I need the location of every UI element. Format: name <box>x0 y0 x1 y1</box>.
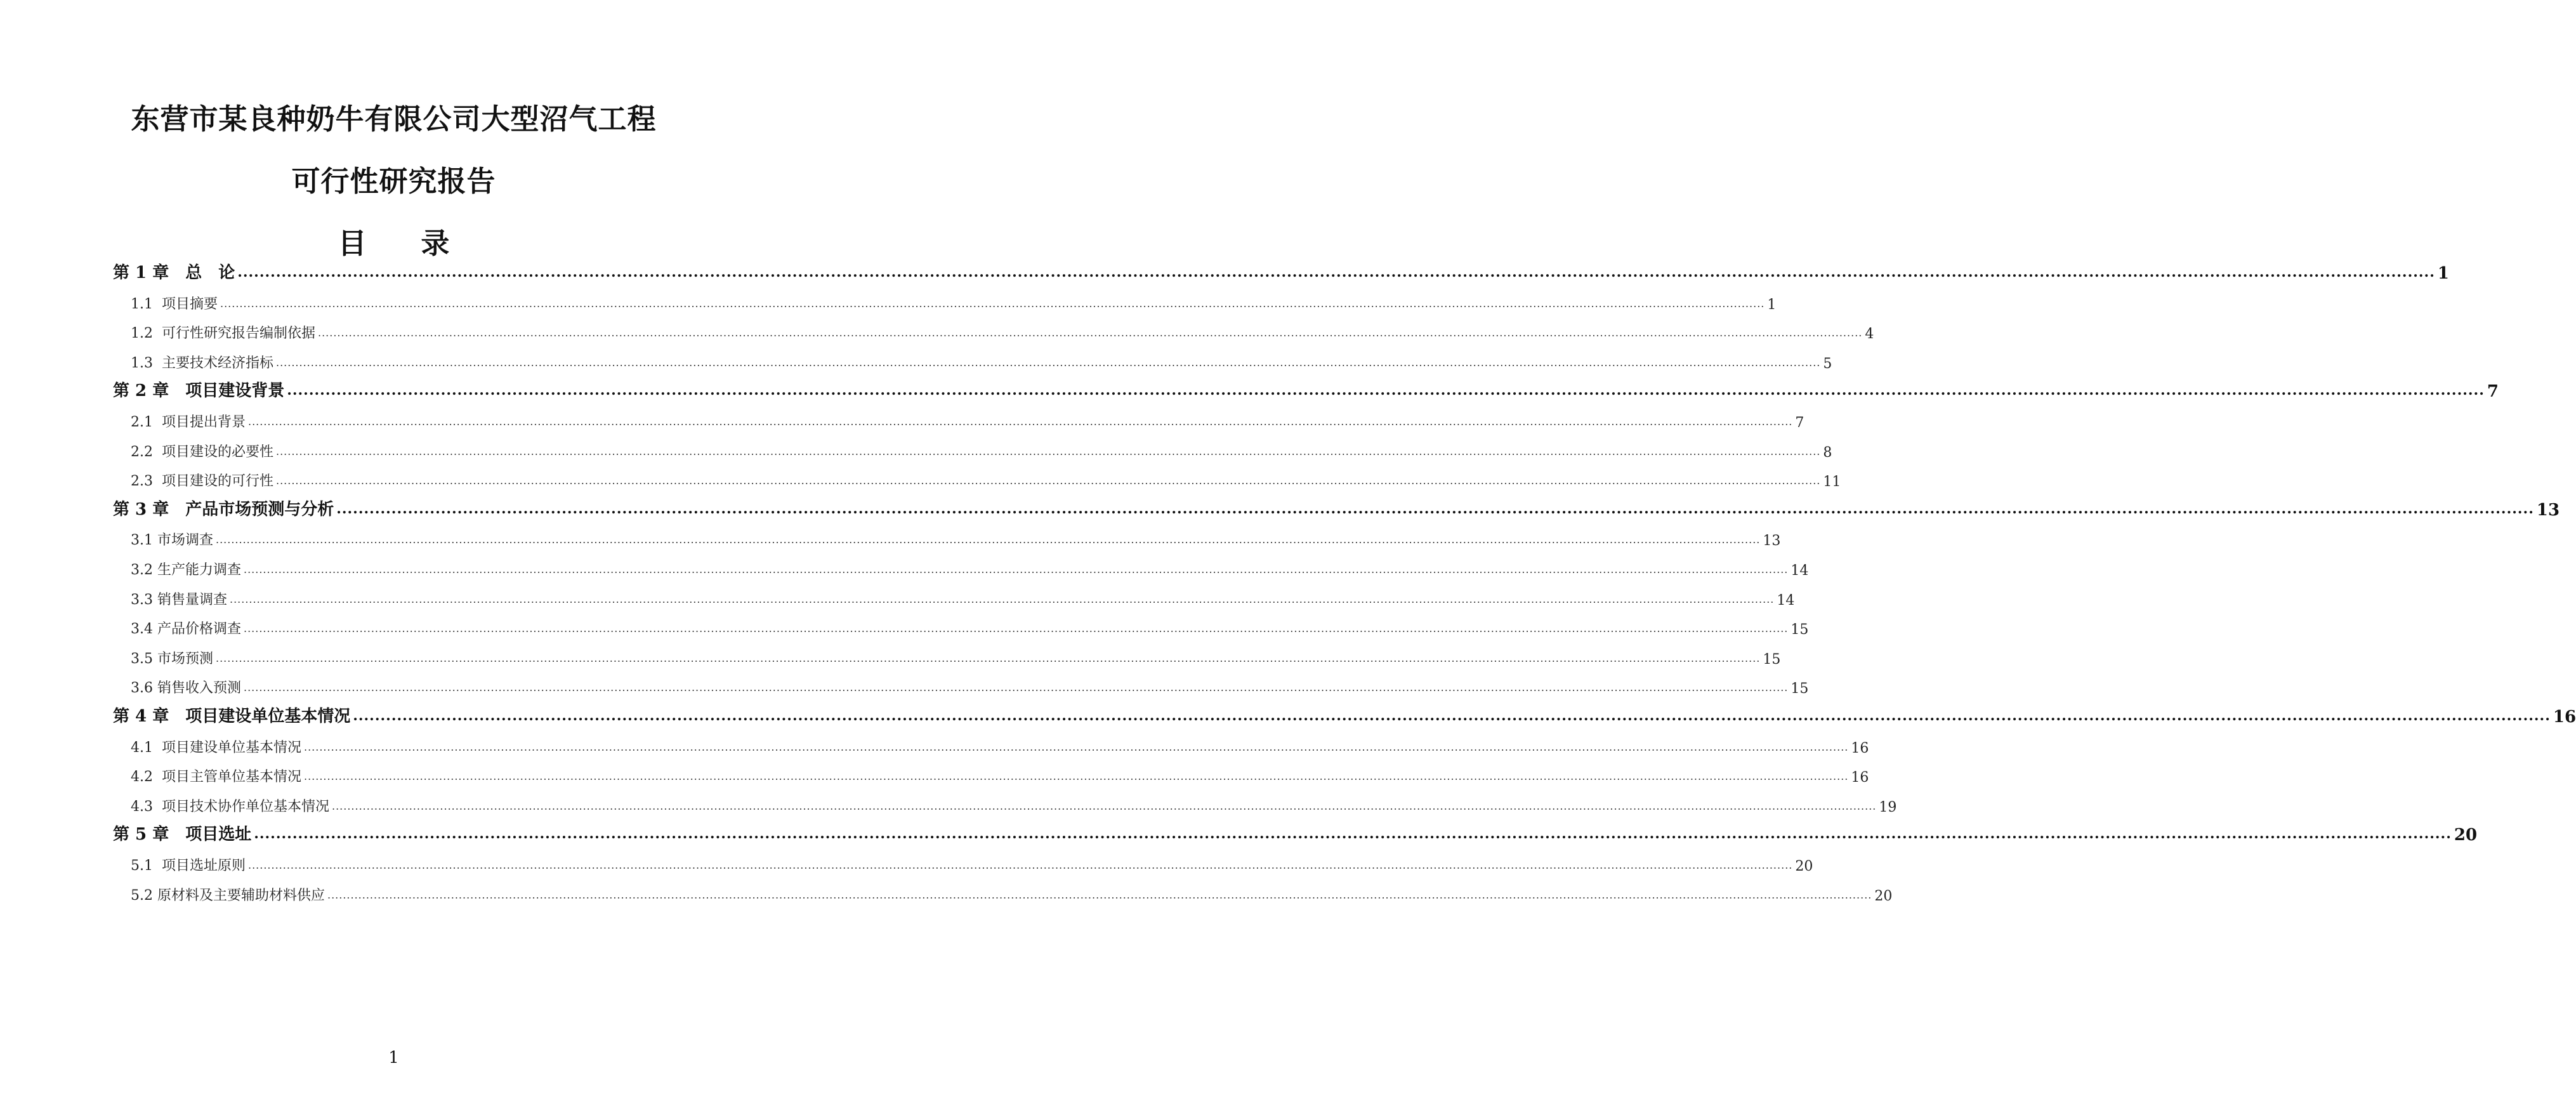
toc-entry-page: 7 <box>2487 382 2499 402</box>
toc-section-entry[interactable] <box>131 879 1893 904</box>
toc-entry-title: 3.1 市场调查 <box>131 532 213 549</box>
toc-entry-title: 1.3 主要技术经济指标 <box>131 355 273 371</box>
toc-entry-title: 3.5 市场预测 <box>131 650 213 667</box>
toc-dot-leader: ................................................................................................................................................................................................................................................................................................................................................................................................................ <box>237 264 2435 280</box>
toc-entry-title: 第 1 章 总 论 <box>113 263 235 282</box>
toc-entry-title: 1.1 项目摘要 <box>131 296 218 312</box>
toc-entry-page: 15 <box>1791 622 1809 638</box>
toc-entry-page: 13 <box>1763 533 1781 550</box>
toc-dot-leader: ................................................................................................................................................................................................................................................................................................................................................................................................................ <box>220 297 1765 310</box>
toc-entry-page: 20 <box>2454 826 2478 845</box>
toc-entry-title: 4.2 项目主管单位基本情况 <box>131 769 301 786</box>
toc-chapter-entry[interactable] <box>113 494 2560 520</box>
toc-section-entry[interactable] <box>131 287 1777 313</box>
toc-entry-page: 4 <box>1865 326 1874 343</box>
page-number: 1 <box>388 1048 399 1067</box>
toc-dot-leader: ................................................................................................................................................................................................................................................................................................................................................................................................................ <box>317 327 1863 339</box>
report-title-line1: 东营市某良种奶牛有限公司大型沼气工程 <box>131 102 657 136</box>
toc-entry-page: 1 <box>2437 264 2449 283</box>
toc-dot-leader: ................................................................................................................................................................................................................................................................................................................................................................................................................ <box>327 888 1872 901</box>
toc-dot-leader: ................................................................................................................................................................................................................................................................................................................................................................................................................ <box>243 622 1789 635</box>
toc-chapter-entry[interactable] <box>113 376 2499 402</box>
toc-entry-title: 2.3 项目建设的可行性 <box>131 473 273 490</box>
toc-dot-leader: ................................................................................................................................................................................................................................................................................................................................................................................................................ <box>275 356 1821 369</box>
toc-dot-leader: ................................................................................................................................................................................................................................................................................................................................................................................................................ <box>229 593 1775 605</box>
toc-section-entry[interactable] <box>131 731 1869 756</box>
toc-entry-page: 11 <box>1823 474 1841 491</box>
toc-entry-page: 16 <box>1851 770 1869 786</box>
toc-entry-page: 15 <box>1763 651 1781 668</box>
toc-section-entry[interactable] <box>131 671 1809 697</box>
toc-dot-leader: ................................................................................................................................................................................................................................................................................................................................................................................................................ <box>215 534 1761 546</box>
toc-entry-title: 3.4 产品价格调查 <box>131 621 241 638</box>
toc-section-entry[interactable] <box>131 464 1841 491</box>
toc-entry-title: 2.1 项目提出背景 <box>131 414 246 430</box>
toc-entry-page: 20 <box>1795 859 1813 874</box>
toc-dot-leader: ................................................................................................................................................................................................................................................................................................................................................................................................................ <box>287 382 2485 399</box>
toc-dot-leader: ................................................................................................................................................................................................................................................................................................................................................................................................................ <box>243 682 1789 694</box>
toc-entry-title: 1.2 可行性研究报告编制依据 <box>131 326 315 342</box>
toc-section-entry[interactable] <box>131 435 1832 461</box>
toc-entry-title: 2.2 项目建设的必要性 <box>131 444 273 460</box>
toc-section-entry[interactable] <box>131 317 1874 343</box>
toc-entry-page: 15 <box>1791 681 1809 697</box>
toc-entry-title: 第 4 章 项目建设单位基本情况 <box>113 707 351 726</box>
toc-entry-page: 14 <box>1791 563 1809 579</box>
toc-entry-page: 19 <box>1879 799 1897 815</box>
toc-dot-leader: ................................................................................................................................................................................................................................................................................................................................................................................................................ <box>254 826 2452 843</box>
toc-entry-title: 5.1 项目选址原则 <box>131 858 246 874</box>
toc-section-entry[interactable] <box>131 849 1813 874</box>
toc-entry-page: 16 <box>2553 708 2576 727</box>
toc-entry-page: 14 <box>1777 592 1795 609</box>
toc-entry-title: 3.2 生产能力调查 <box>131 562 241 578</box>
toc-dot-leader: ................................................................................................................................................................................................................................................................................................................................................................................................................ <box>336 500 2534 517</box>
toc-section-entry[interactable] <box>131 553 1809 579</box>
toc-entry-page: 20 <box>1874 888 1893 904</box>
toc-dot-leader: ................................................................................................................................................................................................................................................................................................................................................................................................................ <box>303 770 1849 783</box>
toc-entry-title: 3.6 销售收入预测 <box>131 680 241 697</box>
toc-dot-leader: ................................................................................................................................................................................................................................................................................................................................................................................................................ <box>247 859 1793 871</box>
toc-section-entry[interactable] <box>131 760 1869 786</box>
toc-entry-page: 7 <box>1795 415 1804 431</box>
toc-chapter-entry[interactable] <box>113 701 2576 727</box>
toc-entry-page: 16 <box>1851 740 1869 756</box>
toc-dot-leader: ................................................................................................................................................................................................................................................................................................................................................................................................................ <box>275 475 1821 487</box>
toc-dot-leader: ................................................................................................................................................................................................................................................................................................................................................................................................................ <box>303 741 1849 753</box>
toc-section-entry[interactable] <box>131 612 1809 638</box>
toc-dot-leader: ................................................................................................................................................................................................................................................................................................................................................................................................................ <box>353 708 2551 724</box>
toc-dot-leader: ................................................................................................................................................................................................................................................................................................................................................................................................................ <box>275 445 1821 458</box>
toc-section-entry[interactable] <box>131 346 1832 372</box>
toc-heading: 目 录 <box>338 227 450 260</box>
toc-entry-title: 第 5 章 项目选址 <box>113 825 252 845</box>
toc-chapter-entry[interactable] <box>113 819 2478 845</box>
toc-dot-leader: ................................................................................................................................................................................................................................................................................................................................................................................................................ <box>215 652 1761 664</box>
toc-entry-title: 5.2 原材料及主要辅助材料供应 <box>131 887 325 904</box>
report-title-line2: 可行性研究报告 <box>291 164 496 198</box>
toc-section-entry[interactable] <box>131 790 1897 815</box>
toc-entry-title: 第 2 章 项目建设背景 <box>113 381 285 401</box>
toc-entry-title: 4.1 项目建设单位基本情况 <box>131 739 301 756</box>
toc-entry-title: 4.3 项目技术协作单位基本情况 <box>131 798 329 815</box>
toc-chapter-entry[interactable] <box>113 258 2449 283</box>
toc-section-entry[interactable] <box>131 524 1781 550</box>
toc-entry-page: 1 <box>1767 296 1777 313</box>
toc-entry-page: 5 <box>1823 355 1832 372</box>
toc-dot-leader: ................................................................................................................................................................................................................................................................................................................................................................................................................ <box>247 416 1793 428</box>
toc-entry-page: 13 <box>2536 500 2560 520</box>
toc-section-entry[interactable] <box>131 583 1795 609</box>
toc-section-entry[interactable] <box>131 405 1804 431</box>
toc-dot-leader: ................................................................................................................................................................................................................................................................................................................................................................................................................ <box>331 800 1877 812</box>
toc-section-entry[interactable] <box>131 642 1781 668</box>
toc-dot-leader: ................................................................................................................................................................................................................................................................................................................................................................................................................ <box>243 563 1789 576</box>
toc-entry-title: 第 3 章 产品市场预测与分析 <box>113 499 334 519</box>
toc-entry-page: 8 <box>1823 444 1832 461</box>
toc-entry-title: 3.3 销售量调查 <box>131 591 227 608</box>
